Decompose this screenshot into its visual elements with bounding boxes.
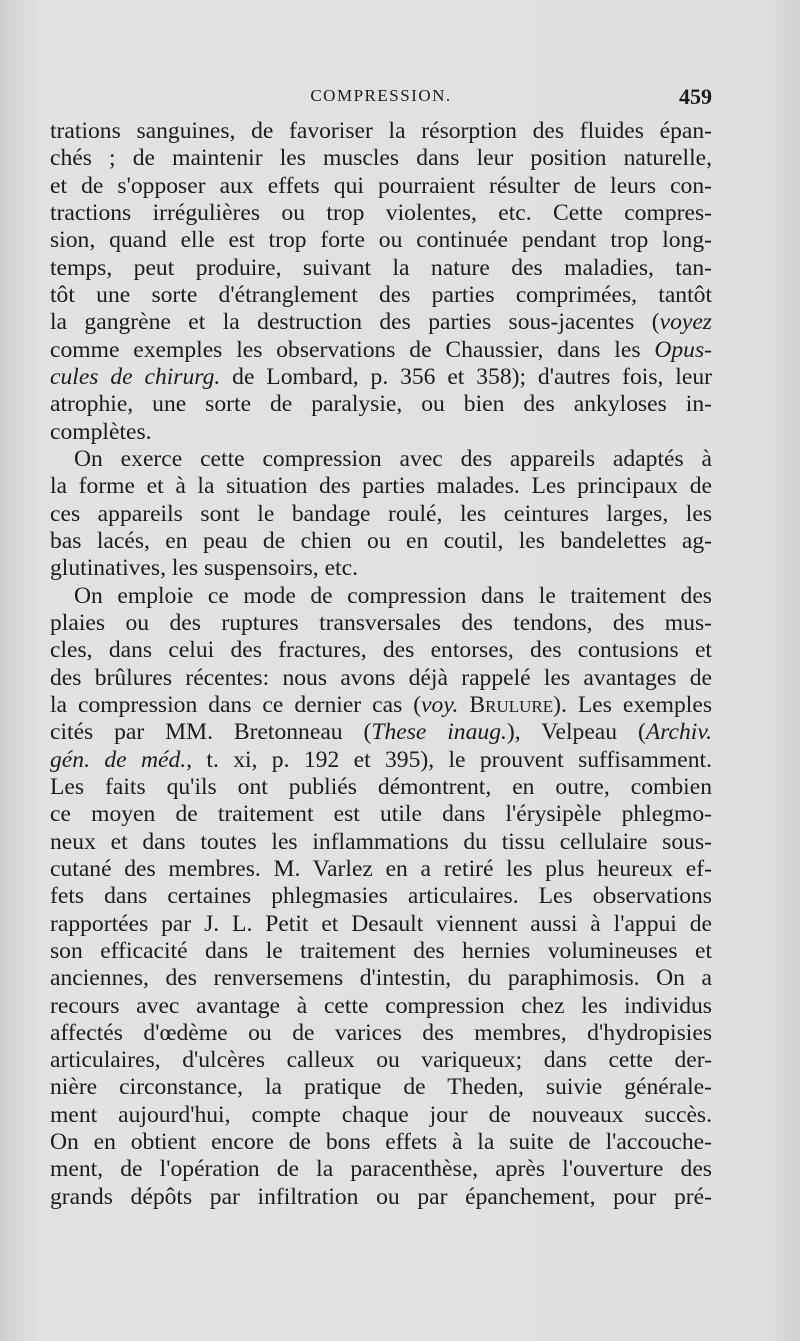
text-run: fets dans certaines phlegmasies articulaires. Les observations — [50, 883, 712, 910]
text-line — [50, 1102, 712, 1129]
text-line — [50, 337, 712, 364]
italic-text: Opus- — [654, 336, 712, 363]
text-line — [50, 801, 712, 828]
text-run: et de s'opposer aux effets qui pourraient résulter de leurs con- — [50, 172, 712, 199]
text-run: temps, peut produire, suivant la nature des maladies, tan- — [50, 254, 712, 281]
text-line — [50, 200, 712, 227]
text-line — [50, 774, 712, 801]
text-line — [50, 747, 712, 774]
text-run: ), Velpeau ( — [506, 719, 646, 746]
text-run: On emploie ce mode de compression dans le traitement des — [74, 582, 712, 609]
italic-text: voy. — [421, 691, 459, 718]
text-run: atrophie, une sorte de paralysie, ou bien des ankyloses in- — [50, 391, 712, 418]
text-line — [50, 719, 712, 746]
text-line — [50, 993, 712, 1020]
text-run: tractions irrégulières ou trop violentes, etc. Cette compres- — [50, 199, 712, 226]
text-run: grands dépôts par infiltration ou par épanchement, pour pré- — [50, 1183, 712, 1210]
text-run: On exerce cette compression avec des appareils adaptés à — [74, 445, 712, 472]
text-line — [50, 528, 712, 555]
text-run: complètes. — [50, 418, 152, 445]
text-run: nière circonstance, la pratique de Theden, suivie générale- — [50, 1074, 712, 1101]
text-line — [50, 1020, 712, 1047]
text-run: son efficacité dans le traitement des hernies volumineuses et — [50, 937, 712, 964]
text-line — [50, 1129, 712, 1156]
text-line — [50, 555, 712, 582]
text-run: trations sanguines, de favoriser la résorption des fluides épan- — [50, 118, 712, 144]
text-run: ment, de l'opération de la paracenthèse, après l'ouverture des — [50, 1156, 712, 1183]
text-run: sion, quand elle est trop forte ou continuée pendant trop long- — [50, 227, 712, 254]
text-run: ment aujourd'hui, compte chaque jour de nouveaux succès. — [50, 1101, 712, 1128]
text-line — [50, 583, 712, 610]
text-line — [50, 255, 712, 282]
text-run: glutinatives, les suspensoirs, etc. — [50, 555, 358, 582]
text-line — [50, 419, 712, 446]
text-line — [50, 665, 712, 692]
small-caps-text: Brulure — [458, 691, 554, 718]
text-run: cles, dans celui des fractures, des entorses, des contusions et — [50, 637, 712, 664]
text-run: t. xi, p. 192 et 395), le prouvent suffisamment. — [192, 746, 712, 773]
text-run: des brûlures récentes: nous avons déjà rappelé les avantages de — [50, 664, 712, 691]
page-number: 459 — [679, 84, 712, 109]
text-run: comme exemples les observations de Chaussier, dans les — [50, 336, 655, 363]
text-run: Les faits qu'ils ont publiés démontrent, en outre, combien — [50, 773, 712, 800]
body-text — [50, 118, 712, 1211]
italic-text: cules de chirurg. — [50, 363, 221, 390]
page-header — [50, 86, 712, 116]
text-line — [50, 118, 712, 145]
running-head: COMPRESSION. — [310, 86, 452, 105]
text-line — [50, 501, 712, 528]
text-line — [50, 1156, 712, 1183]
text-run: bas lacés, en peau de chien ou en coutil, les bandelettes ag- — [50, 527, 712, 554]
text-run: cutané des membres. M. Varlez en a retiré les plus heureux ef- — [50, 855, 712, 882]
italic-text: Archiv. — [645, 719, 712, 746]
text-run: neux et dans toutes les inflammations du tissu cellulaire sous- — [50, 828, 712, 855]
text-run: cités par MM. Bretonneau ( — [50, 719, 372, 746]
text-run: On en obtient encore de bons effets à la suite de l'accouche- — [50, 1129, 712, 1156]
text-run: plaies ou des ruptures transversales des tendons, des mus- — [50, 609, 712, 636]
text-line — [50, 965, 712, 992]
text-line — [50, 282, 712, 309]
text-line — [50, 692, 712, 719]
text-run: la gangrène et la destruction des parties sous-jacentes ( — [50, 309, 660, 336]
text-line — [50, 227, 712, 254]
text-run: rapportées par J. L. Petit et Desault viennent aussi à l'appui de — [50, 910, 712, 937]
text-run: la compression dans ce dernier cas ( — [50, 691, 422, 718]
text-run: ). Les exemples — [553, 691, 712, 718]
text-line — [50, 610, 712, 637]
text-line — [50, 1184, 712, 1211]
text-line — [50, 446, 712, 473]
italic-text: voyez — [659, 309, 712, 336]
text-line — [50, 1047, 712, 1074]
text-run: de Lombard, p. 356 et 358); d'autres fois, leur — [220, 363, 712, 390]
text-line — [50, 911, 712, 938]
text-line — [50, 364, 712, 391]
text-run: recours avec avantage à cette compression chez les individus — [50, 992, 712, 1019]
text-line — [50, 883, 712, 910]
text-line — [50, 473, 712, 500]
text-run: tôt une sorte d'étranglement des parties comprimées, tantôt — [50, 281, 712, 308]
text-run: ce moyen de traitement est utile dans l'érysipèle phlegmo- — [50, 801, 712, 828]
italic-text: gén. de méd., — [50, 746, 193, 773]
text-line — [50, 637, 712, 664]
text-run: ces appareils sont le bandage roulé, les ceintures larges, les — [50, 500, 712, 527]
text-run: chés ; de maintenir les muscles dans leur position naturelle, — [50, 145, 712, 172]
text-line — [50, 391, 712, 418]
italic-text: These inaug. — [371, 719, 507, 746]
text-line — [50, 1074, 712, 1101]
text-line — [50, 145, 712, 172]
text-run: la forme et à la situation des parties malades. Les principaux de — [50, 473, 712, 500]
text-run: affectés d'œdème ou de varices des membres, d'hydropisies — [50, 1019, 712, 1046]
text-line — [50, 829, 712, 856]
text-line — [50, 856, 712, 883]
text-line — [50, 309, 712, 336]
text-run: anciennes, des renversemens d'intestin, du paraphimosis. On a — [50, 965, 712, 992]
text-run: articulaires, d'ulcères calleux ou variqueux; dans cette der- — [50, 1047, 712, 1074]
text-line — [50, 938, 712, 965]
text-line — [50, 173, 712, 200]
